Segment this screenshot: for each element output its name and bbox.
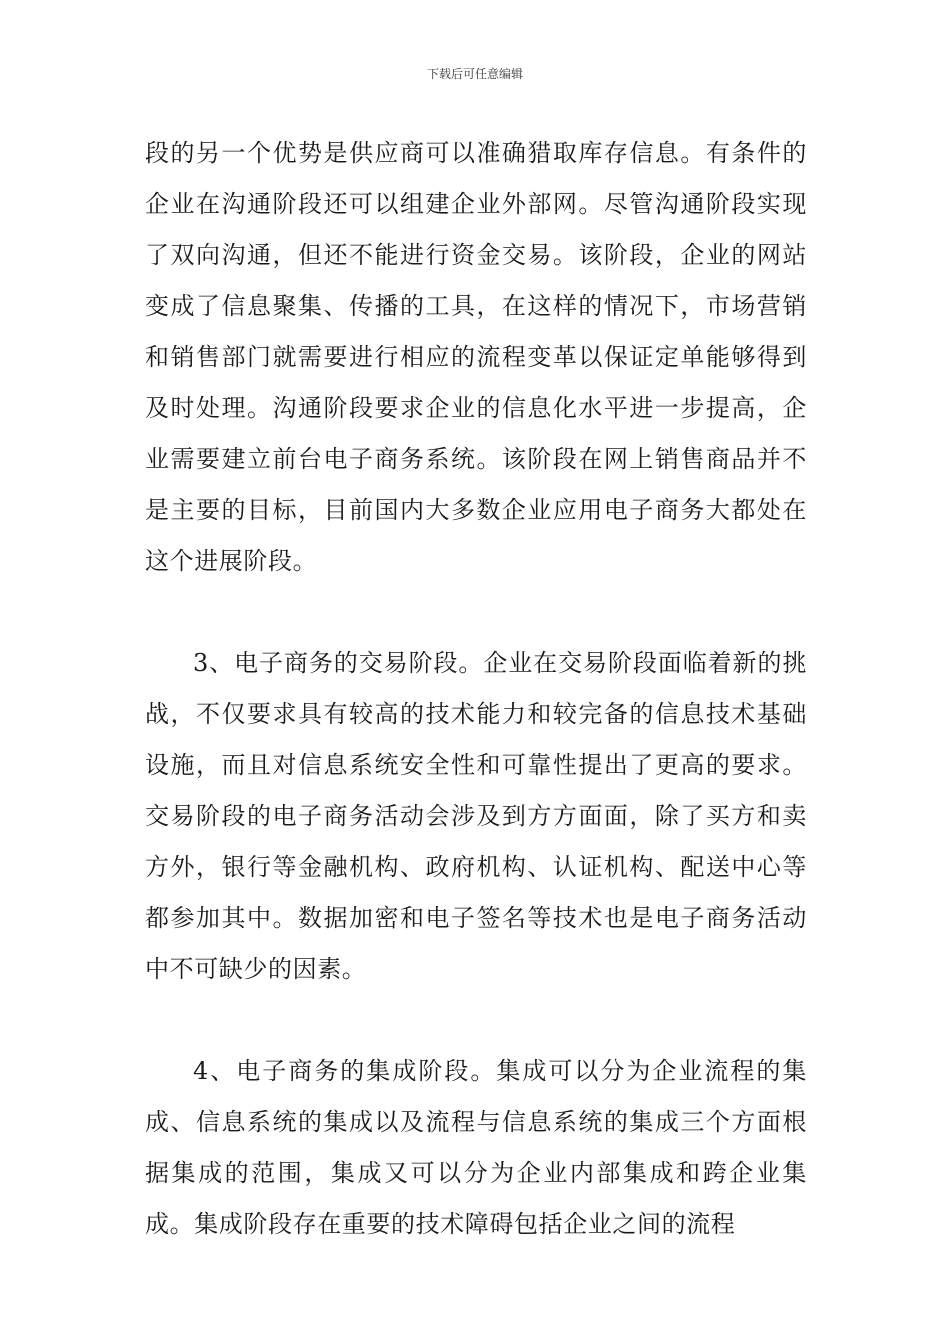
paragraph-communication-stage: 段的另一个优势是供应商可以准确猎取库存信息。有条件的企业在沟通阶段还可以组建企业外部网。尽管沟通阶段实现了双向沟通，但还不能进行资金交易。该阶段，企业的网站变成了信息聚集、传播的工具，在这样的情况下，市场营销和销售部门就需要进行相应的流程变革以保证定单能够得到及时处理。沟通阶段要求企业的信息化水平进一步提高，企业需要建立前台电子商务系统。该阶段在网上销售商品并不是主要的目标，目前国内大多数企业应用电子商务大都处在这个进展阶段。 <box>145 139 807 575</box>
paragraph-transaction-stage: 3、电子商务的交易阶段。企业在交易阶段面临着新的挑战，不仅要求具有较高的技术能力和较完备的信息技术基础设施，而且对信息系统安全性和可靠性提出了更高的要求。交易阶段的电子商务活动会涉及到方方面面，除了买方和卖方外，银行等金融机构、政府机构、认证机构、配送中心等都参加其中。数据加密和电子签名等技术也是电子商务活动中不可缺少的因素。 <box>145 649 807 983</box>
page-header: 下载后可任意编辑 <box>426 67 523 81</box>
paragraph-integration-stage: 4、电子商务的集成阶段。集成可以分为企业流程的集成、信息系统的集成以及流程与信息系统的集成三个方面根据集成的范围，集成又可以分为企业内部集成和跨企业集成。集成阶段存在重要的技术障碍包括企业之间的流程 <box>145 1057 807 1238</box>
document-body <box>145 128 807 1250</box>
